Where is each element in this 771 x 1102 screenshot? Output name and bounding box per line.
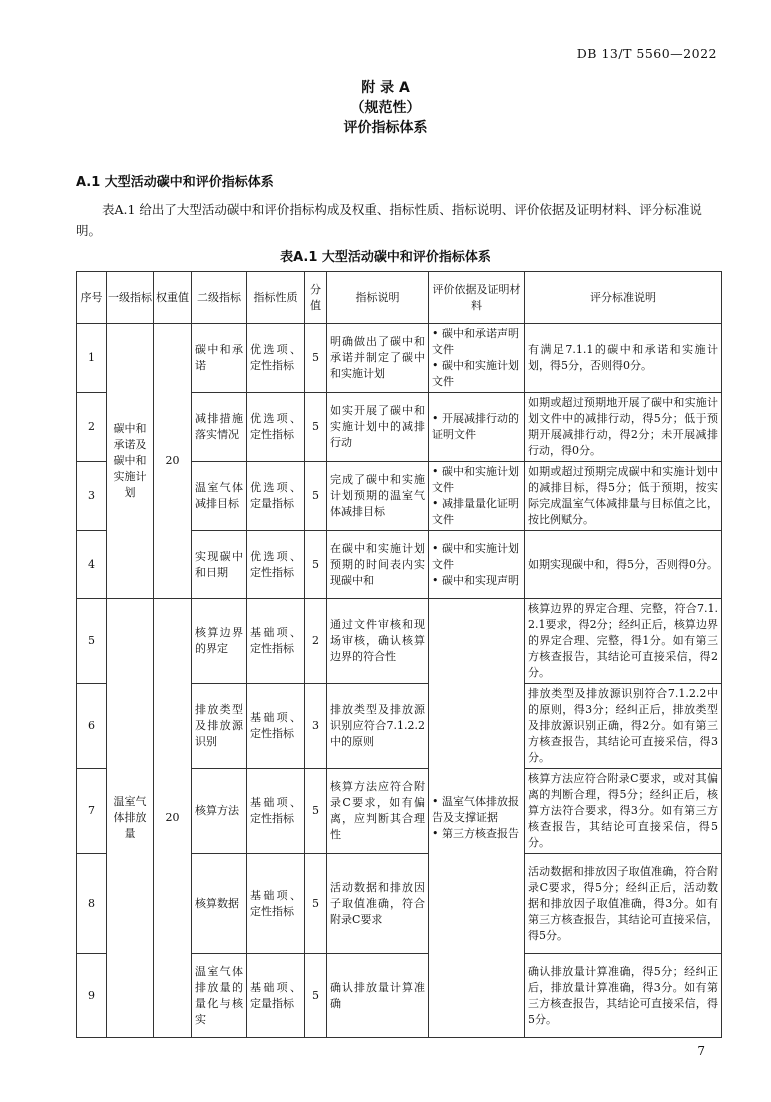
score-value: 5 [305, 324, 327, 393]
evidence-item: • 开展减排行动的证明文件 [432, 412, 519, 441]
indicator-description: 确认排放量计算准确 [327, 954, 429, 1038]
scoring-criteria: 如期或超过预期地开展了碳中和实施计划文件中的减排行动，得5分；低于预期开展减排行动，得2分；未开展减排行动，得0分。 [525, 393, 722, 462]
secondary-indicator: 减排措施落实情况 [192, 393, 247, 462]
table-row [77, 599, 722, 684]
row-number: 2 [77, 393, 107, 462]
indicator-nature: 基础项、定性指标 [247, 769, 305, 854]
row-number: 3 [77, 462, 107, 531]
scoring-criteria: 如期或超过预期完成碳中和实施计划中的减排目标，得5分；低于预期，按实际完成温室气体减排量与目标值之比，按比例赋分。 [525, 462, 722, 531]
indicator-table [76, 271, 722, 1038]
standard-code: DB 13/T 5560—2022 [576, 46, 717, 61]
score-value: 3 [305, 684, 327, 769]
appendix-subtitle: 评价指标体系 [343, 120, 428, 136]
indicator-nature: 基础项、定性指标 [247, 599, 305, 684]
evidence-cell [429, 324, 525, 393]
row-number: 1 [77, 324, 107, 393]
indicator-nature: 优选项、定性指标 [247, 531, 305, 599]
evidence-item: • 碳中和实施计划文件 [432, 465, 519, 494]
table-title: 表A.1 大型活动碳中和评价指标体系 [280, 250, 491, 265]
header-cell: 指标说明 [327, 272, 429, 324]
header-cell: 序号 [77, 272, 107, 324]
indicator-nature: 基础项、定量指标 [247, 954, 305, 1038]
indicator-nature: 基础项、定性指标 [247, 684, 305, 769]
secondary-indicator: 温室气体排放量的量化与核实 [192, 954, 247, 1038]
score-value: 2 [305, 599, 327, 684]
header-cell: 分值 [305, 272, 327, 324]
secondary-indicator: 温室气体减排目标 [192, 462, 247, 531]
score-value: 5 [305, 854, 327, 954]
row-number: 4 [77, 531, 107, 599]
indicator-description: 明确做出了碳中和承诺并制定了碳中和实施计划 [327, 324, 429, 393]
evidence-item: • 碳中和实施计划文件 [432, 359, 519, 388]
section-title: A.1 大型活动碳中和评价指标体系 [76, 175, 274, 190]
primary-indicator: 温室气体排放量 [107, 599, 154, 1038]
row-number: 9 [77, 954, 107, 1038]
weight-value: 20 [154, 324, 192, 599]
evidence-cell [429, 462, 525, 531]
weight-value: 20 [154, 599, 192, 1038]
header-cell: 权重值 [154, 272, 192, 324]
appendix-heading [0, 78, 771, 138]
indicator-description: 如实开展了碳中和实施计划中的减排行动 [327, 393, 429, 462]
secondary-indicator: 核算数据 [192, 854, 247, 954]
indicator-description: 在碳中和实施计划预期的时间表内实现碳中和 [327, 531, 429, 599]
table-header-row [77, 272, 722, 324]
scoring-criteria: 确认排放量计算准确，得5分；经纠正后，排放量计算准确，得3分。如有第三方核查报告，其结论可直接采信，得5分。 [525, 954, 722, 1038]
table-body [77, 272, 722, 1038]
section-intro: 表A.1 给出了大型活动碳中和评价指标构成及权重、指标性质、指标说明、评价依据及证明材料、评分标准说明。 [76, 202, 702, 238]
appendix-nature: （规范性） [350, 100, 421, 116]
row-number: 5 [77, 599, 107, 684]
secondary-indicator: 实现碳中和日期 [192, 531, 247, 599]
evidence-item: • 减排量量化证明文件 [432, 497, 519, 526]
evidence-item: • 碳中和实现声明 [432, 573, 519, 587]
scoring-criteria: 活动数据和排放因子取值准确，符合附录C要求，得5分；经纠正后，活动数据和排放因子取值准确，得3分。如有第三方核查报告，其结论可直接采信，得5分。 [525, 854, 722, 954]
evidence-item: • 碳中和承诺声明文件 [432, 327, 519, 356]
score-value: 5 [305, 954, 327, 1038]
evidence-item: • 第三方核查报告 [432, 827, 519, 840]
indicator-description: 活动数据和排放因子取值准确，符合附录C要求 [327, 854, 429, 954]
indicator-nature: 优选项、定性指标 [247, 324, 305, 393]
scoring-criteria: 有满足7.1.1的碳中和承诺和实施计划，得5分，否则得0分。 [525, 324, 722, 393]
page-number: 7 [697, 1044, 705, 1058]
header-cell: 评价依据及证明材料 [429, 272, 525, 324]
row-number: 7 [77, 769, 107, 854]
secondary-indicator: 核算边界的界定 [192, 599, 247, 684]
indicator-nature: 优选项、定性指标 [247, 393, 305, 462]
header-cell: 指标性质 [247, 272, 305, 324]
score-value: 5 [305, 531, 327, 599]
indicator-description: 核算方法应符合附录C要求，如有偏离，应判断其合理性 [327, 769, 429, 854]
header-cell: 评分标准说明 [525, 272, 722, 324]
score-value: 5 [305, 393, 327, 462]
scoring-criteria: 核算边界的界定合理、完整，符合7.1.2.1要求，得2分；经纠正后，核算边界的界定合理、完整，得1分。如有第三方核查报告，其结论可直接采信，得2分。 [525, 599, 722, 684]
scoring-criteria: 核算方法应符合附录C要求，或对其偏离的判断合理，得5分；经纠正后，核算方法符合要求，得3分。如有第三方核查报告，其结论可直接采信，得5分。 [525, 769, 722, 854]
secondary-indicator: 碳中和承诺 [192, 324, 247, 393]
header-cell: 一级指标 [107, 272, 154, 324]
evidence-item: • 温室气体排放报告及支撑证据 [432, 795, 519, 824]
indicator-description: 排放类型及排放源识别应符合7.1.2.2中的原则 [327, 684, 429, 769]
score-value: 5 [305, 462, 327, 531]
evidence-item: • 碳中和实施计划文件 [432, 541, 519, 571]
row-number: 6 [77, 684, 107, 769]
score-value: 5 [305, 769, 327, 854]
header-cell: 二级指标 [192, 272, 247, 324]
indicator-nature: 优选项、定量指标 [247, 462, 305, 531]
indicator-description: 通过文件审核和现场审核，确认核算边界的符合性 [327, 599, 429, 684]
table-row [77, 324, 722, 393]
indicator-description: 完成了碳中和实施计划预期的温室气体减排目标 [327, 462, 429, 531]
indicator-nature: 基础项、定性指标 [247, 854, 305, 954]
evidence-cell [429, 531, 525, 599]
secondary-indicator: 核算方法 [192, 769, 247, 854]
appendix-title: 附 录 A [361, 80, 410, 96]
primary-indicator: 碳中和承诺及碳中和实施计划 [107, 324, 154, 599]
secondary-indicator: 排放类型及排放源识别 [192, 684, 247, 769]
evidence-cell [429, 599, 525, 1038]
scoring-criteria: 如期实现碳中和，得5分，否则得0分。 [525, 531, 722, 599]
evidence-cell [429, 393, 525, 462]
scoring-criteria: 排放类型及排放源识别符合7.1.2.2中的原则，得3分；经纠正后，排放类型及排放源识别正确，得2分。如有第三方核查报告，其结论可直接采信，得3分。 [525, 684, 722, 769]
row-number: 8 [77, 854, 107, 954]
